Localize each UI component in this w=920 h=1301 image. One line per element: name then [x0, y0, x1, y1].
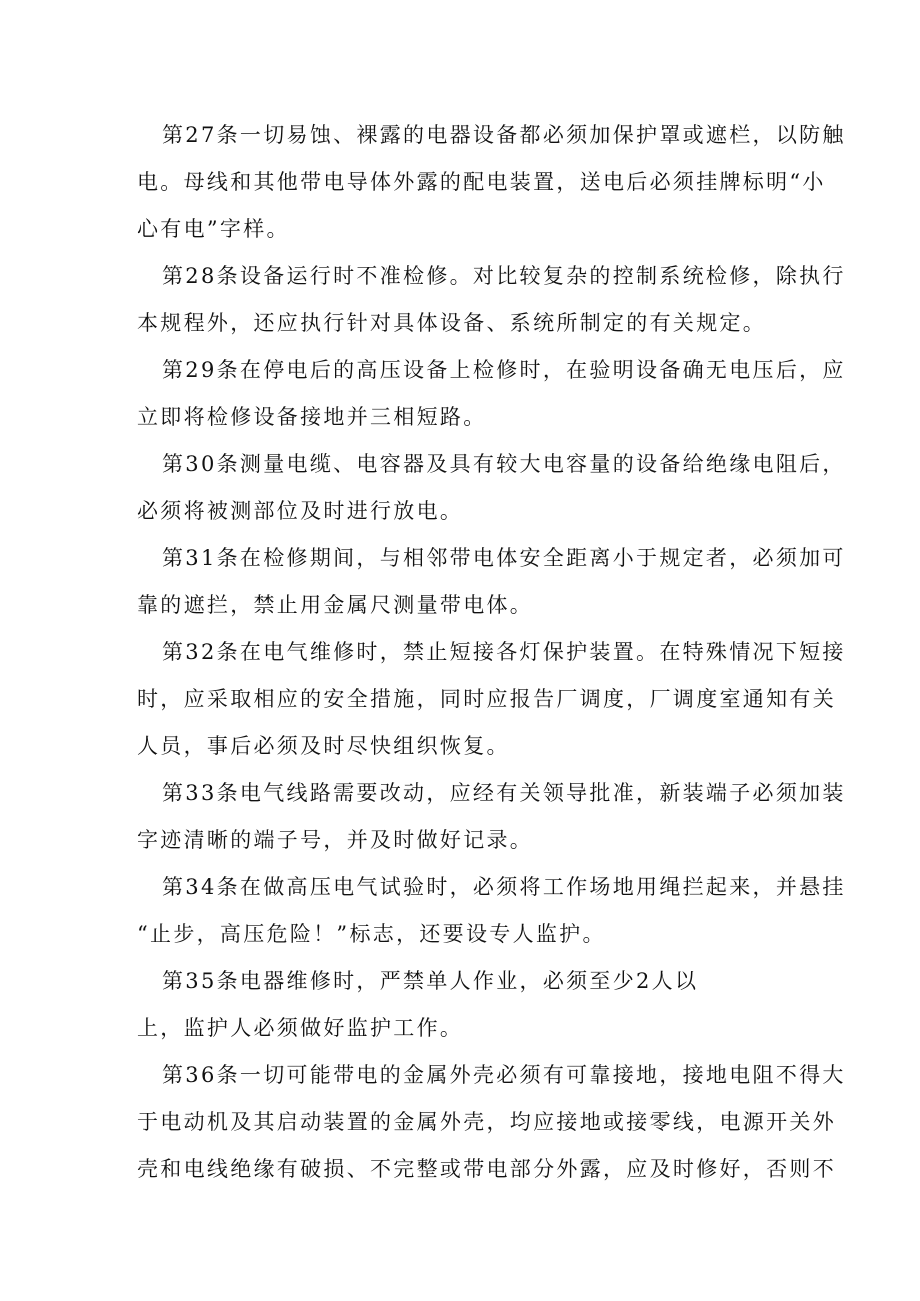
article-35-line-2: 上，监护人必须做好监护工作。	[137, 1016, 464, 1040]
article-29-line-1: 第29条在停电后的高压设备上检修时，在验明设备确无电压后，应	[162, 358, 846, 382]
article-28-line-2: 本规程外，还应执行针对具体设备、系统所制定的有关规定。	[137, 311, 767, 335]
article-27-line-1: 第27条一切易蚀、裸露的电器设备都必须加保护罩或遮栏，以防触	[162, 123, 846, 147]
article-32-line-2: 时，应采取相应的安全措施，同时应报告厂调度，厂调度室通知有关	[137, 687, 836, 711]
article-27-line-3: 心有电”字样。	[137, 217, 290, 241]
article-33-line-2: 字迹清晰的端子号，并及时做好记录。	[137, 828, 534, 852]
article-30-line-1: 第30条测量电缆、电容器及具有较大电容量的设备给绝缘电阻后，	[162, 452, 846, 476]
article-28-line-1: 第28条设备运行时不准检修。对比较复杂的控制系统检修，除执行	[162, 264, 846, 288]
article-33-line-1: 第33条电气线路需要改动，应经有关领导批准，新装端子必须加装	[162, 781, 846, 805]
article-36-line-3: 壳和电线绝缘有破损、不完整或带电部分外露，应及时修好，否则不	[137, 1157, 836, 1181]
article-32-line-1: 第32条在电气维修时，禁止短接各灯保护装置。在特殊情况下短接	[162, 640, 846, 664]
article-36-line-1: 第36条一切可能带电的金属外壳必须有可靠接地，接地电阻不得大	[162, 1063, 846, 1087]
article-29-line-2: 立即将检修设备接地并三相短路。	[137, 405, 487, 429]
article-34-line-2: “止步，高压危险！”标志，还要设专人监护。	[137, 922, 606, 946]
article-32-line-3: 人员，事后必须及时尽快组织恢复。	[137, 734, 510, 758]
article-31-line-1: 第31条在检修期间，与相邻带电体安全距离小于规定者，必须加可	[162, 546, 846, 570]
article-30-line-2: 必须将被测部位及时进行放电。	[137, 499, 464, 523]
article-35-line-1: 第35条电器维修时，严禁单人作业，必须至少2人以	[162, 969, 699, 993]
article-31-line-2: 靠的遮拦，禁止用金属尺测量带电体。	[137, 593, 534, 617]
article-36-line-2: 于电动机及其启动装置的金属外壳，均应接地或接零线，电源开关外	[137, 1110, 836, 1134]
article-34-line-1: 第34条在做高压电气试验时，必须将工作场地用绳拦起来，并悬挂	[162, 875, 846, 899]
article-27-line-2: 电。母线和其他带电导体外露的配电装置，送电后必须挂牌标明“小	[137, 170, 826, 194]
